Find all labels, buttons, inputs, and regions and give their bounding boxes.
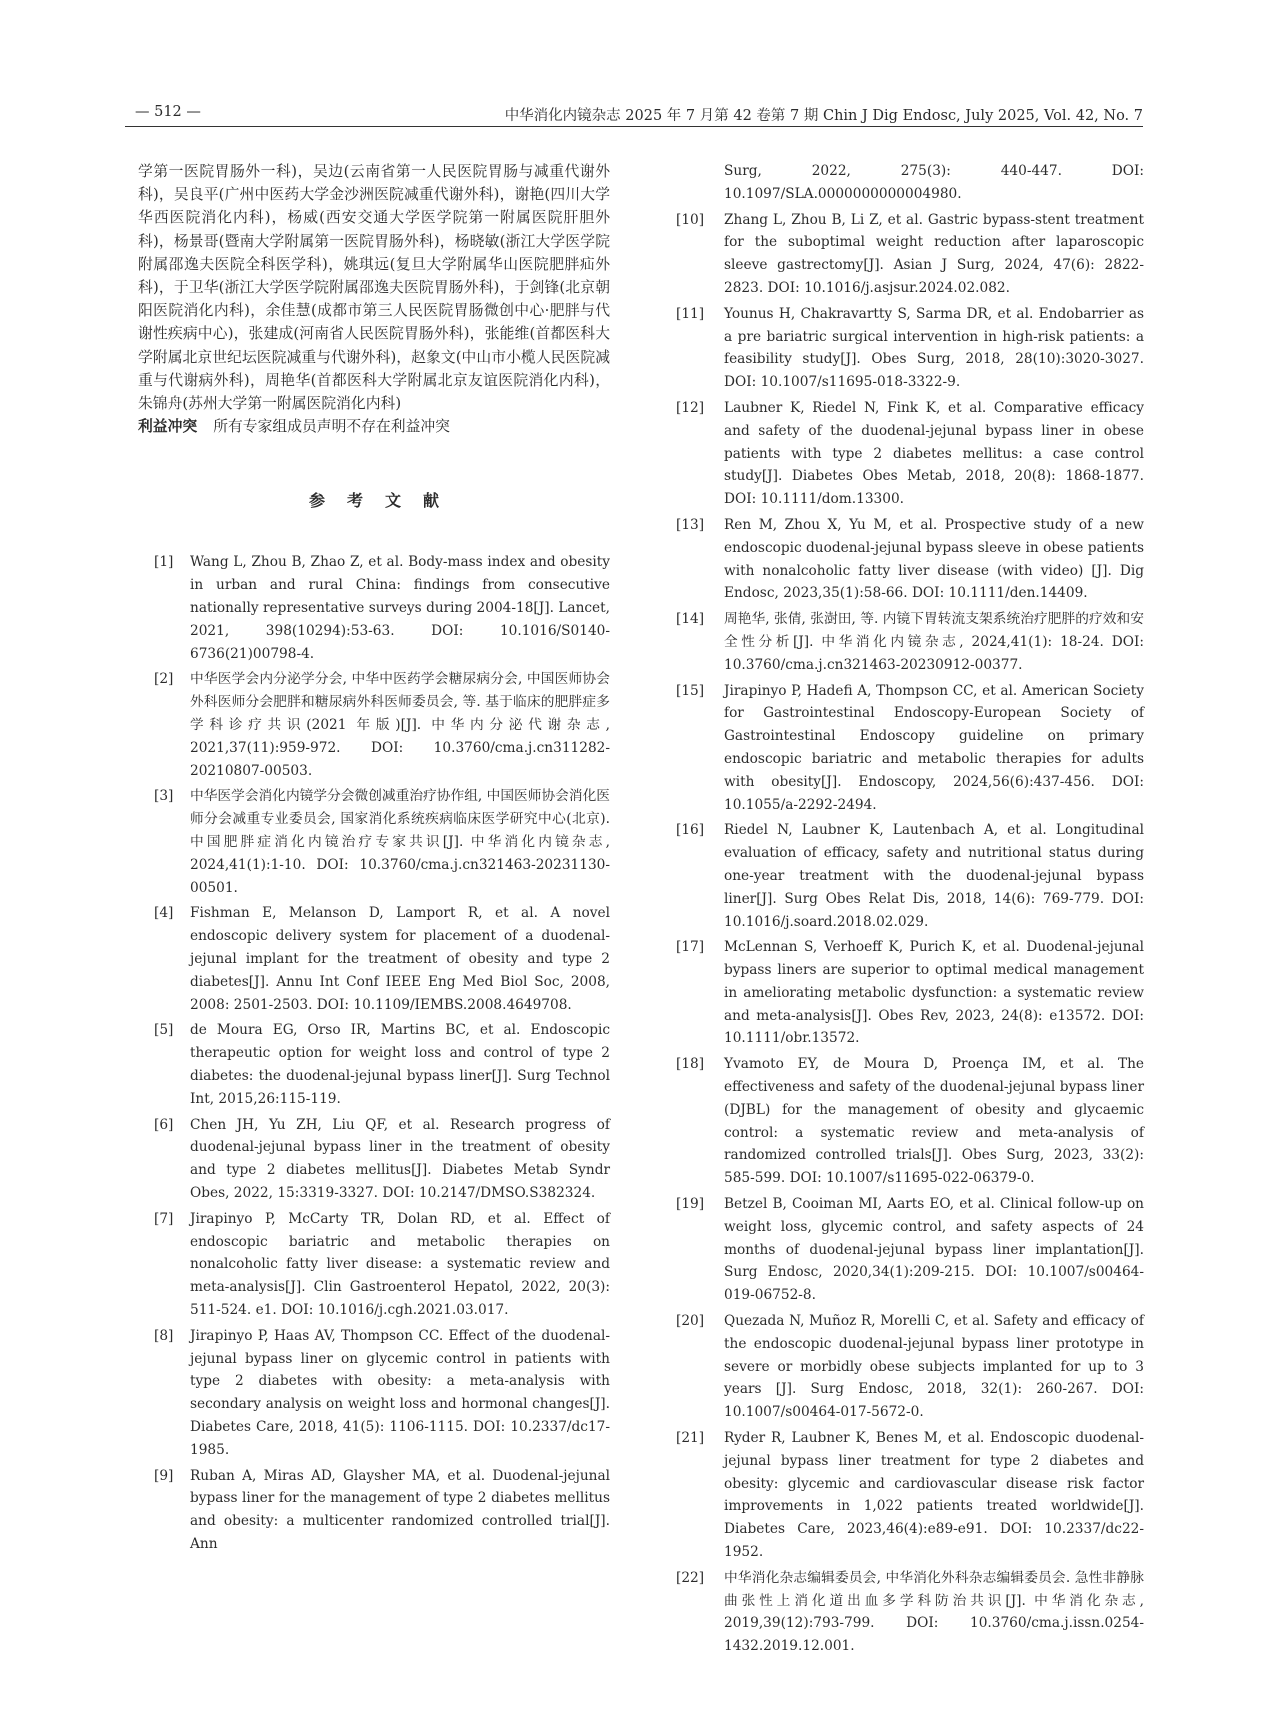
reference-text: Younus H, Chakravartty S, Sarma DR, et al. Endobarrier as a pre bariatric surgical intervention in high-risk patients: a feasibility study[J]. Obes Surg, 2018, 28(10):3020-3027. DOI: 10.1007/s11695-018-3322-9. bbox=[724, 305, 1144, 391]
reference-number: [9] bbox=[154, 1467, 174, 1484]
reference-item bbox=[138, 902, 610, 1016]
reference-number: [22] bbox=[676, 1569, 705, 1586]
reference-number: [12] bbox=[676, 399, 705, 416]
reference-item bbox=[676, 1427, 1144, 1564]
reference-text: Chen JH, Yu ZH, Liu QF, et al. Research progress of duodenal-jejunal bypass liner in the treatment of obesity and type 2 diabetes mellitus[J]. Diabetes Metab Syndr Obes, 2022, 15:3319-3327. DOI: 10.2147/DMSO.S382324. bbox=[190, 1116, 610, 1201]
reference-number: [17] bbox=[676, 939, 705, 956]
references-heading: 参考文献 bbox=[308, 491, 461, 511]
conflict-of-interest bbox=[138, 415, 610, 438]
reference-number: [14] bbox=[676, 611, 705, 628]
reference-item bbox=[676, 819, 1144, 933]
reference-item bbox=[138, 1325, 610, 1462]
reference-number: [6] bbox=[154, 1116, 174, 1133]
reference-item bbox=[138, 1465, 610, 1556]
reference-text: Fishman E, Melanson D, Lamport R, et al. A novel endoscopic delivery system for placement of a duodenal-jejunal implant for the treatment of obesity and type 2 diabetes[J]. Annu Int Conf IEEE Eng Med Biol Soc, 2008, 2008: 2501-2503. DOI: 10.1109/IEMBS.2008.4649708. bbox=[190, 905, 610, 1013]
reference-number: [15] bbox=[676, 682, 705, 699]
conflict-text: 所有专家组成员声明不存在利益冲突 bbox=[213, 418, 450, 436]
reference-text: de Moura EG, Orso IR, Martins BC, et al. Endoscopic therapeutic option for weight loss and control of type 2 diabetes: the duodenal-jejunal bypass liner[J]. Surg Technol Int, 2015,26:115-119. bbox=[190, 1022, 610, 1107]
reference-number: [1] bbox=[154, 554, 174, 571]
reference-item bbox=[138, 1019, 610, 1110]
reference-item bbox=[138, 551, 610, 665]
reference-number: [13] bbox=[676, 516, 705, 533]
reference-text: Jirapinyo P, Hadefi A, Thompson CC, et al. American Society for Gastrointestinal Endoscopy-European Society of Gastrointestinal Endoscopy guideline on primary endoscopic bariatric and metabolic therapies for adults with obesity[J]. Endoscopy, 2024,56(6):437-456. DOI: 10.1055/a-2292-2494. bbox=[724, 682, 1144, 813]
reference-item bbox=[676, 936, 1144, 1050]
reference-number: [20] bbox=[676, 1313, 705, 1330]
reference-text: 中华医学会消化内镜学分会微创减重治疗协作组, 中国医师协会消化医师分会减重专业委员会, 国家消化系统疾病临床医学研究中心(北京). 中国肥胖症消化内镜治疗专家共识[J]. 中华消化内镜杂志, 2024,41(1):1-10. DOI: 10.3760/cma.j.cn321463-20231130-00501. bbox=[190, 788, 610, 896]
reference-text: Ryder R, Laubner K, Benes M, et al. Endoscopic duodenal-jejunal bypass liner treatment for type 2 diabetes and obesity: glycemic and cardiovascular disease risk factor improvements in 1,022 patients treated worldwide[J]. Diabetes Care, 2023,46(4):e89-e91. DOI: 10.2337/dc22-1952. bbox=[724, 1430, 1144, 1561]
reference-number: [4] bbox=[154, 905, 174, 922]
journal-title: 中华消化内镜杂志 2025 年 7 月第 42 卷第 7 期 Chin J Dig Endosc, July 2025, Vol. 42, No. 7 bbox=[504, 108, 1143, 124]
page-number: — 512 — bbox=[135, 104, 201, 120]
reference-text: Quezada N, Muñoz R, Morelli C, et al. Safety and efficacy of the endoscopic duodenal-jejunal bypass liner prototype in severe or morbidly obese subjects implanted for up to 3 years [J]. Surg Endosc, 2018, 32(1): 260-267. DOI: 10.1007/s00464-017-5672-0. bbox=[724, 1313, 1144, 1421]
reference-number: [18] bbox=[676, 1056, 705, 1073]
reference-text: Yvamoto EY, de Moura D, Proença IM, et al. The effectiveness and safety of the duodenal-jejunal bypass liner (DJBL) for the management of obesity and glycaemic control: a systematic review and meta-analysis of randomized controlled trials[J]. Obes Surg, 2023, 33(2): 585-599. DOI: 10.1007/s11695-022-06379-0. bbox=[724, 1056, 1144, 1187]
reference-number: [16] bbox=[676, 822, 705, 839]
reference-number: [21] bbox=[676, 1430, 705, 1447]
reference-text: Surg, 2022, 275(3): 440-447. DOI: 10.1097/SLA.0000000000004980. bbox=[724, 163, 1144, 202]
reference-item bbox=[676, 303, 1144, 394]
reference-text: 周艳华, 张倩, 张澍田, 等. 内镜下胃转流支架系统治疗肥胖的疗效和安全性分析[J]. 中华消化内镜杂志, 2024,41(1): 18-24. DOI: 10.3760/cma.j.cn321463-20230912-00377. bbox=[724, 611, 1144, 673]
reference-item bbox=[676, 1567, 1144, 1658]
reference-text: Betzel B, Cooiman MI, Aarts EO, et al. Clinical follow-up on weight loss, glycemic control, and safety aspects of 24 months of duodenal-jejunal bypass liner implantation[J]. Surg Endosc, 2020,34(1):209-215. DOI: 10.1007/s00464-019-06752-8. bbox=[724, 1196, 1144, 1304]
reference-text: Jirapinyo P, Haas AV, Thompson CC. Effect of the duodenal-jejunal bypass liner on glycemic control in patients with type 2 diabetes with obesity: a meta-analysis with secondary analysis on weight loss and hormonal changes[J]. Diabetes Care, 2018, 41(5): 1106-1115. DOI: 10.2337/dc17-1985. bbox=[190, 1327, 610, 1458]
reference-text: McLennan S, Verhoeff K, Purich K, et al. Duodenal-jejunal bypass liners are superior to optimal medical management in ameliorating metabolic dysfunction: a systematic review and meta-analysis[J]. Obes Rev, 2023, 24(8): e13572. DOI: 10.1111/obr.13572. bbox=[724, 939, 1144, 1047]
reference-number: [7] bbox=[154, 1210, 174, 1227]
reference-item bbox=[676, 397, 1144, 511]
reference-number: [2] bbox=[154, 671, 174, 688]
right-column bbox=[676, 160, 1144, 1661]
author-affiliations-paragraph: 学第一医院胃肠外一科)，吴边(云南省第一人民医院胃肠与减重代谢外科)，吴良平(广州中医药大学金沙洲医院减重代谢外科)，谢艳(四川大学华西医院消化内科)，杨威(西安交通大学医学院第一附属医院肝胆外科)，杨景哥(暨南大学附属第一医院胃肠外科)，杨晓敏(浙江大学医学院附属邵逸夫医院全科医学科)，姚琪远(复旦大学附属华山医院肥胖疝外科)，于卫华(浙江大学医学院附属邵逸夫医院胃肠外科)，于剑锋(北京朝阳医院消化内科)，余佳慧(成都市第三人民医院胃肠微创中心·肥胖与代谢性疾病中心)，张建成(河南省人民医院胃肠外科)，张能维(首都医科大学附属北京世纪坛医院减重与代谢外科)，赵象文(中山市小榄人民医院减重与代谢病外科)，周艳华(首都医科大学附属北京友谊医院消化内科)，朱锦舟(苏州大学第一附属医院消化内科) bbox=[138, 163, 610, 413]
reference-text: Ruban A, Miras AD, Glaysher MA, et al. Duodenal-jejunal bypass liner for the management of type 2 diabetes mellitus and obesity: a multicenter randomized controlled trial[J]. Ann bbox=[190, 1467, 610, 1552]
left-column bbox=[138, 160, 610, 1559]
reference-item bbox=[676, 608, 1144, 676]
reference-text: 中华消化杂志编辑委员会, 中华消化外科杂志编辑委员会. 急性非静脉曲张性上消化道出血多学科防治共识[J]. 中华消化杂志, 2019,39(12):793-799. DOI: 10.3760/cma.j.issn.0254-1432.2019.12.001. bbox=[724, 1569, 1144, 1655]
reference-item bbox=[676, 1310, 1144, 1424]
reference-text: 中华医学会内分泌学分会, 中华中医药学会糖尿病分会, 中国医师协会外科医师分会肥胖和糖尿病外科医师委员会, 等. 基于临床的肥胖症多学科诊疗共识(2021 年版)[J]. 中华内分泌代谢杂志, 2021,37(11):959-972. DOI: 10.3760/cma.j.cn311282-20210807-00503. bbox=[190, 671, 610, 779]
reference-number: [10] bbox=[676, 211, 705, 228]
reference-item bbox=[676, 514, 1144, 605]
conflict-label: 利益冲突 bbox=[138, 418, 198, 436]
reference-item bbox=[138, 785, 610, 899]
reference-number: [3] bbox=[154, 788, 174, 805]
reference-text: Jirapinyo P, McCarty TR, Dolan RD, et al. Effect of endoscopic bariatric and metabolic therapies on nonalcoholic fatty liver disease: a systematic review and meta-analysis[J]. Clin Gastroenterol Hepatol, 2022, 20(3): 511-524. e1. DOI: 10.1016/j.cgh.2021.03.017. bbox=[190, 1210, 610, 1318]
reference-item bbox=[138, 1114, 610, 1205]
reference-item bbox=[676, 209, 1144, 300]
reference-text: Laubner K, Riedel N, Fink K, et al. Comparative efficacy and safety of the duodenal-jejunal bypass liner in obese patients with type 2 diabetes mellitus: a case control study[J]. Diabetes Obes Metab, 2018, 20(8): 1868-1877. DOI: 10.1111/dom.13300. bbox=[724, 399, 1144, 508]
running-header bbox=[125, 100, 1143, 127]
reference-number: [11] bbox=[676, 305, 705, 322]
reference-text: Zhang L, Zhou B, Li Z, et al. Gastric bypass-stent treatment for the suboptimal weight reduction after laparoscopic sleeve gastrectomy[J]. Asian J Surg, 2024, 47(6): 2822-2823. DOI: 10.1016/j.asjsur.2024.02.082. bbox=[724, 211, 1144, 296]
reference-list-left bbox=[138, 551, 610, 1555]
reference-text: Ren M, Zhou X, Yu M, et al. Prospective study of a new endoscopic duodenal-jejunal bypass sleeve in obese patients with nonalcoholic fatty liver disease (with video) [J]. Dig Endosc, 2023,35(1):58-66. DOI: 10.1111/den.14409. bbox=[724, 516, 1144, 602]
reference-text: Wang L, Zhou B, Zhao Z, et al. Body-mass index and obesity in urban and rural China: findings from consecutive nationally representative surveys during 2004-18[J]. Lancet, 2021, 398(10294):53-63. DOI: 10.1016/S0140-6736(21)00798-4. bbox=[190, 554, 610, 662]
reference-item bbox=[676, 1053, 1144, 1190]
reference-list-right bbox=[676, 209, 1144, 1658]
reference-continuation bbox=[676, 160, 1144, 206]
reference-number: [5] bbox=[154, 1022, 174, 1039]
reference-text: Riedel N, Laubner K, Lautenbach A, et al. Longitudinal evaluation of efficacy, safety and nutritional status during one-year treatment with the duodenal-jejunal bypass liner[J]. Surg Obes Relat Dis, 2018, 14(6): 769-779. DOI: 10.1016/j.soard.2018.02.029. bbox=[724, 822, 1144, 930]
reference-item bbox=[138, 1208, 610, 1322]
reference-number: [8] bbox=[154, 1327, 174, 1344]
reference-item bbox=[676, 1193, 1144, 1307]
reference-item bbox=[138, 668, 610, 782]
reference-item bbox=[676, 680, 1144, 817]
reference-number: [19] bbox=[676, 1196, 705, 1213]
